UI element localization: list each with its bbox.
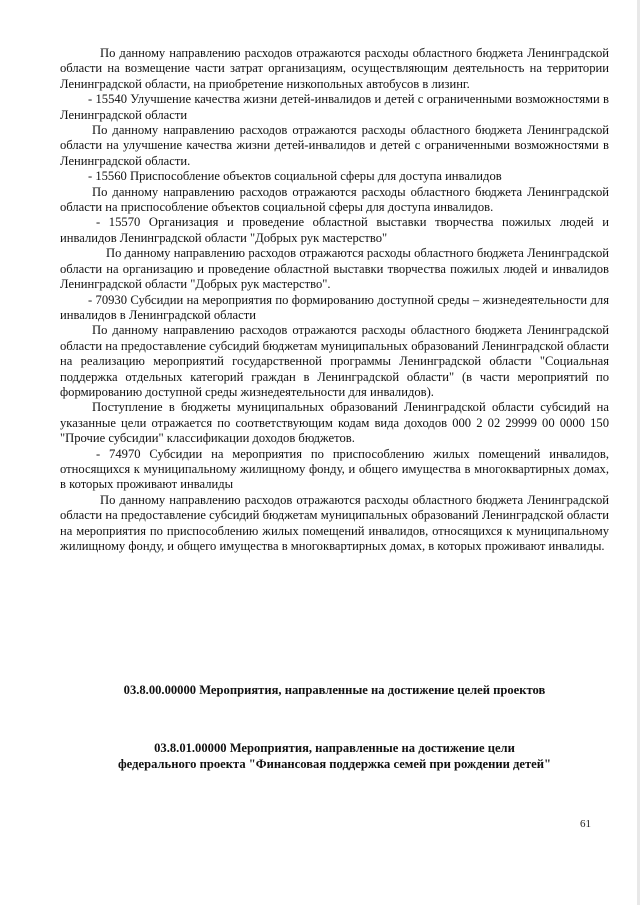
paragraph: По данному направлению расходов отражаются расходы областного бюджета Ленинградской области на предоставление субсидий бюджетам муниципальных образований Ленинградской области на реализацию мероприятий государственной программы Ленинградской области "Социальная поддержка отдельных категорий граждан в Ленинградской области" (в части мероприятий по формированию доступной среды жизнедеятельности для инвалидов). bbox=[60, 323, 609, 399]
code-item: - 15540 Улучшение качества жизни детей-инвалидов и детей с ограниченными возможностями в Ленинградской области bbox=[60, 92, 609, 122]
section-heading: 03.8.00.00000 Мероприятия, направленные на достижение целей проектов bbox=[123, 683, 546, 697]
document-body bbox=[60, 46, 609, 554]
paragraph: По данному направлению расходов отражаются расходы областного бюджета Ленинградской области на предоставление субсидий бюджетам муниципальных образований Ленинградской области на мероприятия по приспособлению жилых помещений инвалидов, относящихся к муниципальному жилищному фонду, и общего имущества в многоквартирных домах, в которых проживают инвалиды. bbox=[60, 492, 609, 553]
paragraph: Поступление в бюджеты муниципальных образований Ленинградской области субсидий на указанные цели отражается по соответствующим кодам вида доходов 000 2 02 29999 00 0000 150 "Прочие субсидии" классификации доходов бюджетов. bbox=[60, 400, 609, 446]
paragraph: По данному направлению расходов отражаются расходы областного бюджета Ленинградской области на возмещение части затрат организациям, осуществляющим деятельность на территории Ленинградской области, на приобретение низкопольных автобусов в лизинг. bbox=[60, 46, 609, 91]
code-item: - 15560 Приспособление объектов социальной сферы для доступа инвалидов bbox=[88, 169, 502, 184]
subsection-heading-line: 03.8.01.00000 Мероприятия, направленные на достижение цели bbox=[154, 741, 515, 755]
subsection-heading bbox=[60, 740, 609, 772]
code-item: - 74970 Субсидии на мероприятия по приспособлению жилых помещений инвалидов, относящихся к муниципальному жилищному фонду, и общего имущества в многоквартирных домах, в которых проживают инвалиды bbox=[60, 446, 609, 492]
page-number: 61 bbox=[580, 818, 591, 830]
paragraph: По данному направлению расходов отражаются расходы областного бюджета Ленинградской области на организацию и проведение областной выставки творчества пожилых людей и инвалидов Ленинградской области "Добрых рук мастерство". bbox=[60, 246, 609, 292]
paragraph: По данному направлению расходов отражаются расходы областного бюджета Ленинградской области на приспособление объектов социальной сферы для доступа инвалидов. bbox=[60, 184, 609, 215]
code-item: - 15570 Организация и проведение областной выставки творчества пожилых людей и инвалидов Ленинградской области "Добрых рук мастерство" bbox=[60, 215, 609, 245]
subsection-heading-line: федерального проекта "Финансовая поддержка семей при рождении детей" bbox=[117, 757, 552, 771]
paragraph: По данному направлению расходов отражаются расходы областного бюджета Ленинградской области на улучшение качества жизни детей-инвалидов и детей с ограниченными возможностями в Ленинградской области. bbox=[60, 123, 609, 168]
code-item: - 70930 Субсидии на мероприятия по формированию доступной среды – жизнедеятельности для инвалидов в Ленинградской области bbox=[60, 292, 609, 322]
